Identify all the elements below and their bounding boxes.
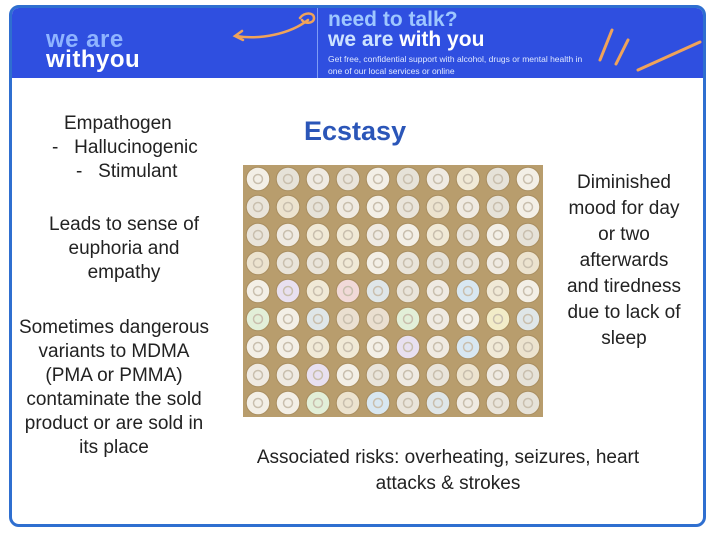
pill (366, 307, 390, 331)
pill (396, 251, 420, 275)
pill (336, 363, 360, 387)
pill-grid-image (243, 165, 543, 417)
classification-item: - Hallucinogenic (52, 137, 198, 158)
banner-subline-bold: with you (399, 28, 485, 51)
pill (336, 223, 360, 247)
brand-line2: withyou (46, 46, 141, 73)
pill (336, 195, 360, 219)
pill (516, 223, 540, 247)
pill (366, 167, 390, 191)
pill (486, 335, 510, 359)
pill (306, 363, 330, 387)
brand-logo (46, 26, 141, 73)
pill (516, 391, 540, 415)
after-effects-text: Diminished mood for day or two afterwards and tiredness due to lack of sleep (566, 172, 682, 349)
pill (306, 223, 330, 247)
pill (426, 391, 450, 415)
pill (456, 223, 480, 247)
pill (426, 335, 450, 359)
pill (456, 307, 480, 331)
curved-arrow-icon (230, 10, 320, 46)
banner-headline: need to talk? (328, 8, 458, 31)
pill (486, 279, 510, 303)
pill (456, 335, 480, 359)
pill (246, 335, 270, 359)
pill (246, 363, 270, 387)
pill (486, 391, 510, 415)
pill (426, 223, 450, 247)
pill (306, 279, 330, 303)
pill (276, 279, 300, 303)
pill (306, 167, 330, 191)
pill (396, 391, 420, 415)
banner-divider (317, 8, 318, 78)
slash-decoration-icon (578, 12, 706, 72)
pill (396, 307, 420, 331)
pill (486, 223, 510, 247)
banner-subline (328, 28, 484, 52)
pill (366, 223, 390, 247)
pill (366, 391, 390, 415)
banner-description: Get free, confidential support with alcohol, drugs or mental health in one of our local services or online (328, 54, 583, 76)
variants-text: Sometimes dangerous variants to MDMA (PMA or PMMA) contaminate the sold product or are sold in its place (18, 317, 210, 458)
pill (426, 279, 450, 303)
pill (426, 251, 450, 275)
pill (456, 251, 480, 275)
pill (426, 167, 450, 191)
pill (366, 195, 390, 219)
pill (396, 279, 420, 303)
pill (366, 279, 390, 303)
pill (396, 195, 420, 219)
pill (426, 363, 450, 387)
pill (276, 195, 300, 219)
banner-subline-plain: we are (328, 28, 394, 51)
brand-line1: we are (46, 26, 124, 53)
pill (366, 363, 390, 387)
pill (516, 307, 540, 331)
pill (306, 391, 330, 415)
pill (336, 279, 360, 303)
pill (276, 335, 300, 359)
pill (516, 335, 540, 359)
pill (516, 279, 540, 303)
pill (396, 167, 420, 191)
pill (426, 307, 450, 331)
pill (516, 167, 540, 191)
pill (246, 195, 270, 219)
classification-main: Empathogen (64, 113, 172, 134)
risks-text: Associated risks: overheating, seizures, heart attacks & strokes (256, 447, 640, 494)
pill (366, 251, 390, 275)
pill (456, 195, 480, 219)
pill (246, 307, 270, 331)
promo-banner[interactable] (12, 8, 703, 78)
pill (306, 251, 330, 275)
pill (486, 167, 510, 191)
pill-photo (243, 165, 543, 417)
pill (336, 335, 360, 359)
pill (456, 391, 480, 415)
pill (306, 335, 330, 359)
pill (396, 363, 420, 387)
pill (246, 223, 270, 247)
slide (9, 5, 706, 527)
pill (276, 391, 300, 415)
pill (396, 335, 420, 359)
pill (426, 195, 450, 219)
pill (336, 167, 360, 191)
pill (456, 279, 480, 303)
pill (486, 251, 510, 275)
pill (246, 251, 270, 275)
pill (336, 307, 360, 331)
pill (516, 363, 540, 387)
pill (276, 363, 300, 387)
slide-title: Ecstasy (304, 116, 407, 146)
pill (276, 251, 300, 275)
pill (276, 167, 300, 191)
pill (516, 251, 540, 275)
pill (336, 391, 360, 415)
pill (276, 223, 300, 247)
pill (486, 195, 510, 219)
pill (276, 307, 300, 331)
pill (456, 167, 480, 191)
pill (486, 363, 510, 387)
pill (366, 335, 390, 359)
classification-item: - Stimulant (76, 161, 178, 182)
effect-text: Leads to sense of euphoria and empathy (49, 214, 199, 283)
pill (306, 307, 330, 331)
pill (246, 167, 270, 191)
pill (486, 307, 510, 331)
pill (336, 251, 360, 275)
pill (306, 195, 330, 219)
pill (246, 279, 270, 303)
pill (246, 391, 270, 415)
pill (456, 363, 480, 387)
pill (516, 195, 540, 219)
pill (396, 223, 420, 247)
classification-list (52, 112, 252, 184)
